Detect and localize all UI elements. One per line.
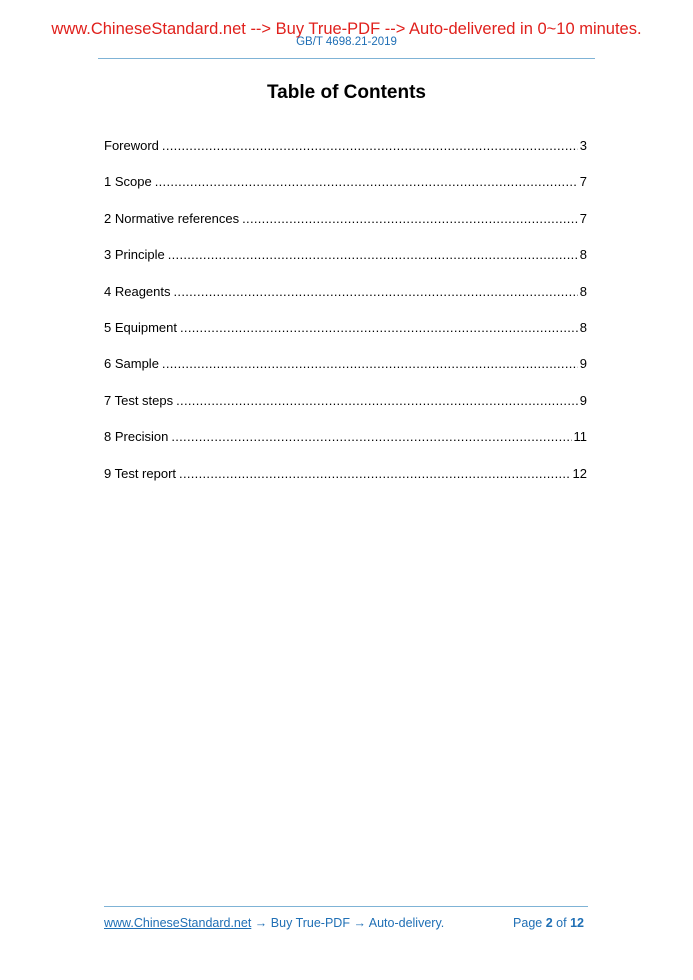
footer-divider bbox=[104, 906, 588, 907]
toc-entry-page: 7 bbox=[579, 174, 587, 190]
footer-promo bbox=[104, 915, 444, 931]
toc-entry-label: 8 Precision bbox=[104, 429, 169, 445]
toc-entry-reagents[interactable] bbox=[104, 283, 587, 319]
toc-entry-page: 8 bbox=[579, 319, 587, 335]
toc-entry-label: 1 Scope bbox=[104, 174, 152, 190]
footer-delivery-text: Auto-delivery. bbox=[368, 916, 445, 930]
page-total: 12 bbox=[570, 916, 584, 930]
page-word: Page bbox=[513, 916, 543, 930]
of-word: of bbox=[556, 916, 567, 930]
promo-banner[interactable]: www.ChineseStandard.net --> Buy True-PDF --> Auto-delivered in 0~10 minutes. bbox=[51, 20, 642, 38]
toc-entry-label: 4 Reagents bbox=[104, 283, 171, 299]
toc-dot-leader bbox=[155, 173, 578, 191]
arrow-right-icon: → bbox=[353, 916, 366, 930]
toc-dot-leader bbox=[168, 246, 578, 264]
toc-entry-label: 9 Test report bbox=[104, 465, 177, 481]
toc-entry-label: 6 Sample bbox=[104, 356, 159, 372]
toc-dot-leader bbox=[242, 210, 578, 228]
page-current: 2 bbox=[545, 916, 553, 930]
toc-entry-page: 12 bbox=[572, 465, 587, 481]
toc-entry-principle[interactable] bbox=[104, 246, 587, 282]
toc-entry-page: 11 bbox=[573, 429, 587, 445]
toc-entry-test-report[interactable] bbox=[104, 465, 587, 501]
toc-entry-label: 5 Equipment bbox=[104, 319, 177, 335]
toc-dot-leader bbox=[174, 283, 578, 301]
arrow-right-icon: → bbox=[254, 916, 268, 930]
toc-entry-normative-references[interactable] bbox=[104, 210, 587, 246]
toc-entry-label: Foreword bbox=[104, 138, 159, 153]
toc-entry-label: 3 Principle bbox=[104, 247, 165, 263]
toc-entry-page: 9 bbox=[579, 392, 587, 408]
toc-title: Table of Contents bbox=[266, 82, 427, 103]
footer-buy-text: Buy True-PDF bbox=[270, 916, 350, 930]
toc-entry-label: 2 Normative references bbox=[104, 210, 240, 226]
toc-dot-leader bbox=[180, 319, 578, 337]
toc-entry-label: 7 Test steps bbox=[104, 392, 174, 408]
toc-entry-page: 9 bbox=[579, 356, 587, 372]
page-number bbox=[513, 915, 584, 931]
toc-dot-leader bbox=[162, 137, 578, 155]
toc-entry-sample[interactable] bbox=[104, 355, 587, 391]
footer-site-link[interactable]: www.ChineseStandard.net bbox=[104, 916, 252, 930]
header-divider bbox=[98, 58, 595, 59]
toc-dot-leader bbox=[171, 428, 571, 446]
standard-code: GB/T 4698.21-2019 bbox=[296, 36, 397, 48]
toc-entry-page: 8 bbox=[579, 283, 587, 299]
toc-entry-scope[interactable] bbox=[104, 173, 587, 209]
toc-dot-leader bbox=[179, 465, 571, 483]
toc-dot-leader bbox=[176, 392, 578, 410]
toc-entry-test-steps[interactable] bbox=[104, 392, 587, 428]
toc-entry-page: 3 bbox=[579, 138, 587, 153]
toc-entry-page: 8 bbox=[579, 247, 587, 263]
toc-entry-foreword[interactable] bbox=[104, 137, 587, 173]
toc-entry-page: 7 bbox=[579, 210, 587, 226]
toc-entry-equipment[interactable] bbox=[104, 319, 587, 355]
toc-dot-leader bbox=[162, 355, 578, 373]
toc-entry-precision[interactable] bbox=[104, 428, 587, 464]
toc-list bbox=[104, 137, 587, 501]
